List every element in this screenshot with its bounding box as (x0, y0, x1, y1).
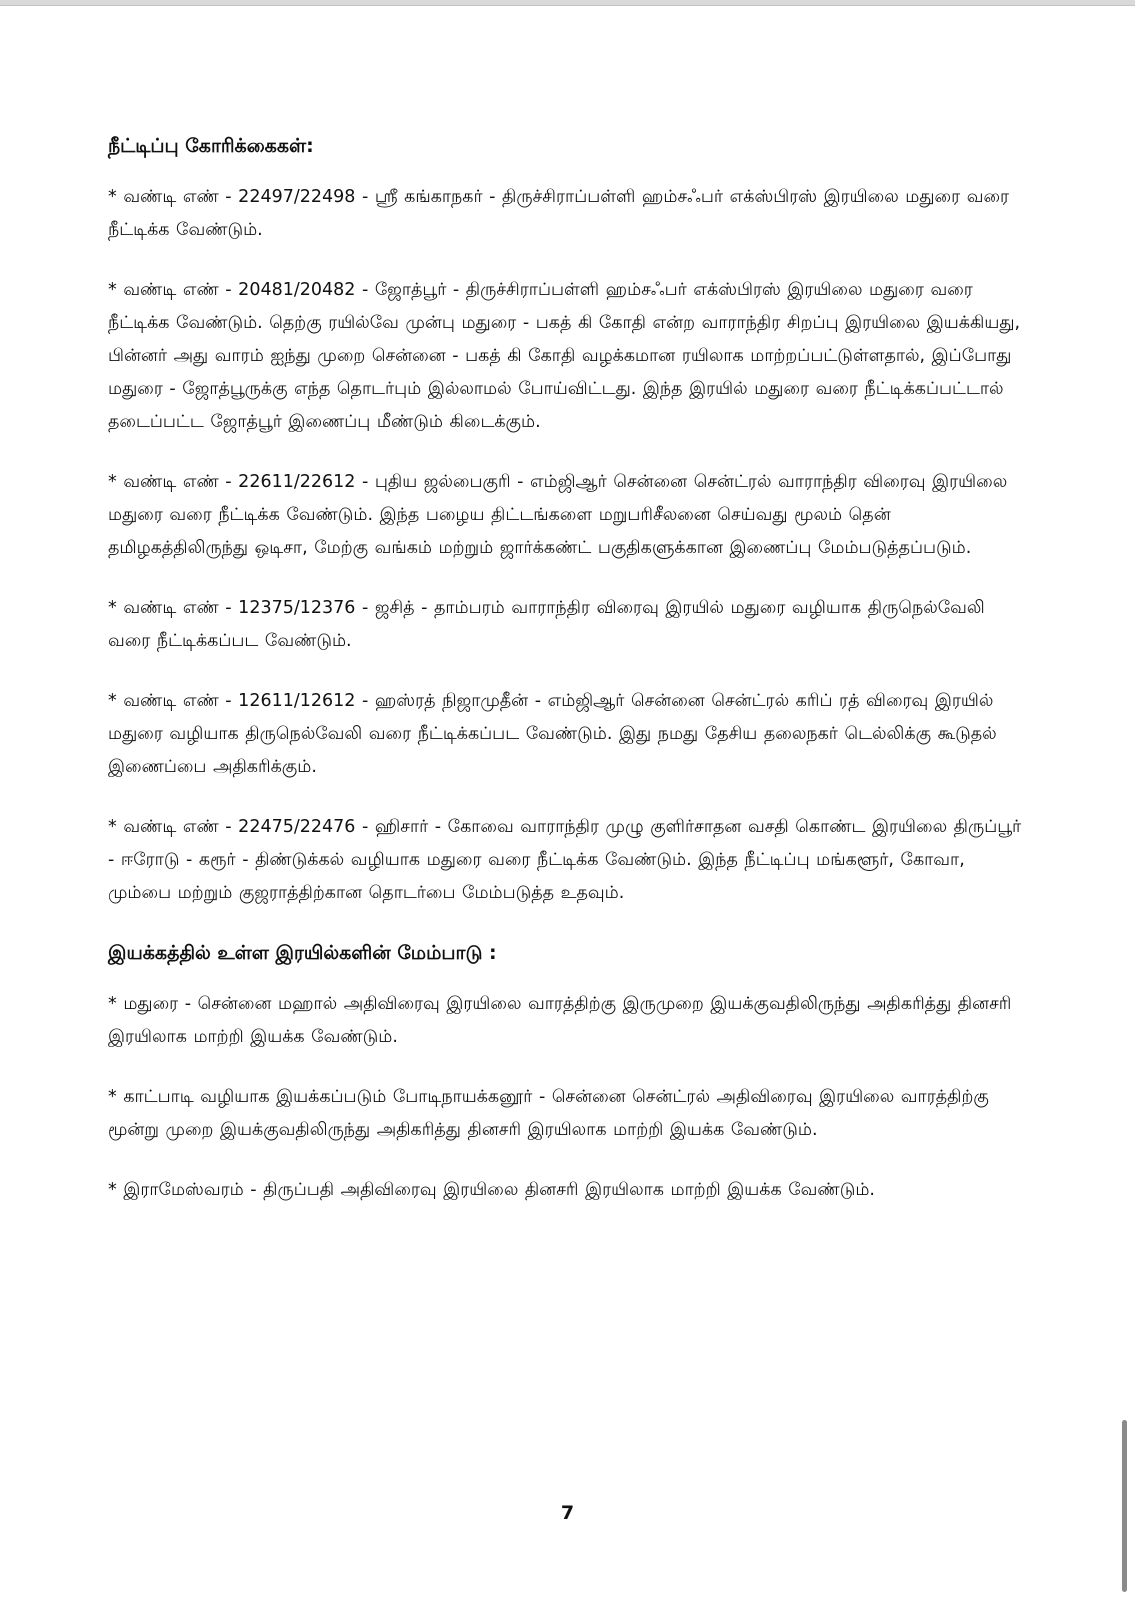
paragraph-mahal-express: * மதுரை - சென்னை மஹால் அதிவிரைவு இரயிலை வாரத்திற்கு இருமுறை இயக்குவதிலிருந்து அதிகரித்து தினசரி இரயிலாக மாற்றி இயக்க வேண்டும். (108, 994, 1012, 1047)
paragraph-12611: * வண்டி எண் - 12611/12612 - ஹஸ்ரத் நிஜாமுதீன் - எம்ஜிஆர் சென்னை சென்ட்ரல் கரிப் ரத் விரைவு இரயில் மதுரை வழியாக திருநெல்வேலி வரை நீட்டிக்கப்பட வேண்டும். இது நமது தேசிய தலைநகர் டெல்லிக்கு கூடுதல் இணைப்பை அதிகரிக்கும். (108, 691, 997, 777)
paragraph-rameswaram-tirupati: * இராமேஸ்வரம் - திருப்பதி அதிவிரைவு இரயிலை தினசரி இரயிலாக மாற்றி இயக்க வேண்டும். (108, 1180, 875, 1200)
section-heading-train-improvements: இயக்கத்தில் உள்ள இரயில்களின் மேம்பாடு : (108, 942, 497, 964)
paragraph-22497: * வண்டி எண் - 22497/22498 - ஸ்ரீ கங்காநகர் - திருச்சிராப்பள்ளி ஹம்சஃபர் எக்ஸ்பிரஸ் இரயிலை மதுரை வரை நீட்டிக்க வேண்டும். (108, 187, 1010, 240)
section-heading-extension-requests: நீட்டிப்பு கோரிக்கைகள்: (108, 135, 314, 157)
top-border (0, 0, 1135, 6)
page-number: 7 (560, 1502, 575, 1524)
paragraph-12375: * வண்டி எண் - 12375/12376 - ஜசித் - தாம்பரம் வாராந்திர விரைவு இரயில் மதுரை வழியாக திருநெல்வேலி வரை நீட்டிக்கப்பட வேண்டும். (108, 598, 985, 651)
paragraph-20481: * வண்டி எண் - 20481/20482 - ஜோத்பூர் - திருச்சிராப்பள்ளி ஹம்சஃபர் எக்ஸ்பிரஸ் இரயிலை மதுரை வரை நீட்டிக்க வேண்டும். தெற்கு ரயில்வே முன்பு மதுரை - பகத் கி கோதி என்ற வாராந்திர சிறப்பு இரயிலை இயக்கியது, பின்னர் அது வாரம் ஐந்து முறை சென்னை - பகத் கி கோதி வழக்கமான ரயிலாக மாற்றப்பட்டுள்ளதால், இப்போது மதுரை - ஜோத்பூருக்கு எந்த தொடர்பும் இல்லாமல் போய்விட்டது. இந்த இரயில் மதுரை வரை நீட்டிக்கப்பட்டால் தடைப்பட்ட ஜோத்பூர் இணைப்பு மீண்டும் கிடைக்கும். (108, 280, 1021, 432)
paragraph-bodinayakanur-express: * காட்பாடி வழியாக இயக்கப்படும் போடிநாயக்கனூர் - சென்னை சென்ட்ரல் அதிவிரைவு இரயிலை வாரத்திற்கு மூன்று முறை இயக்குவதிலிருந்து அதிகரித்து தினசரி இரயிலாக மாற்றி இயக்க வேண்டும். (108, 1087, 989, 1140)
paragraph-22475: * வண்டி எண் - 22475/22476 - ஹிசார் - கோவை வாராந்திர முழு குளிர்சாதன வசதி கொண்ட இரயிலை திருப்பூர் - ஈரோடு - கரூர் - திண்டுக்கல் வழியாக மதுரை வரை நீட்டிக்க வேண்டும். இந்த நீட்டிப்பு மங்களூர், கோவா, மும்பை மற்றும் குஜராத்திற்கான தொடர்பை மேம்படுத்த உதவும். (108, 817, 1022, 903)
document-page (108, 130, 1028, 1234)
paragraph-22611: * வண்டி எண் - 22611/22612 - புதிய ஜல்பைகுரி - எம்ஜிஆர் சென்னை சென்ட்ரல் வாராந்திர விரைவு இரயிலை மதுரை வரை நீட்டிக்க வேண்டும். இந்த பழைய திட்டங்களை மறுபரிசீலனை செய்வது மூலம் தென் தமிழகத்திலிருந்து ஒடிசா, மேற்கு வங்கம் மற்றும் ஜார்க்கண்ட் பகுதிகளுக்கான இணைப்பு மேம்படுத்தப்படும். (108, 472, 1008, 558)
scrollbar-thumb[interactable] (1122, 1420, 1127, 1592)
